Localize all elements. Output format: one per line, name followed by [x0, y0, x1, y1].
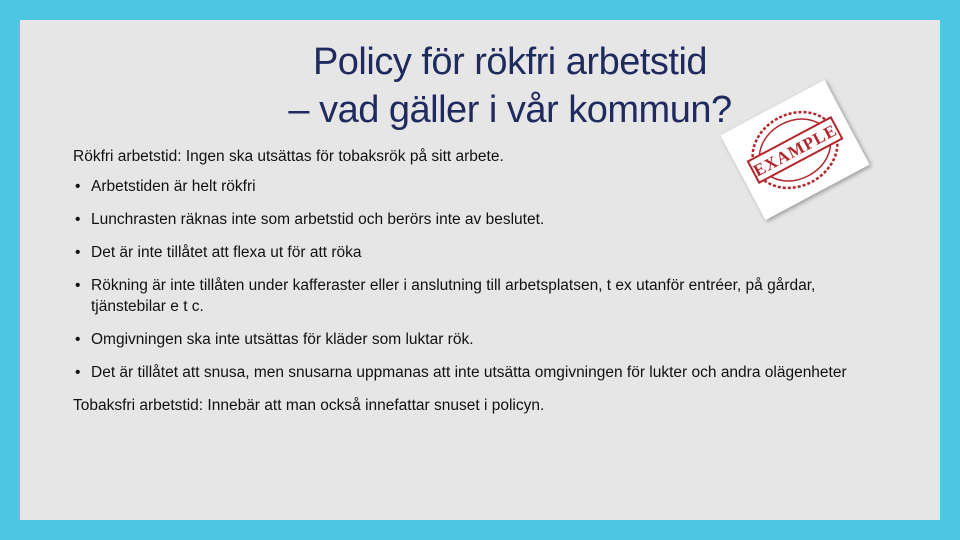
title-line-2: – vad gäller i vår kommun? — [288, 89, 732, 131]
content-body — [73, 146, 893, 425]
stamp-text: EXAMPLE — [750, 120, 841, 181]
definition-tobaccofree — [73, 395, 893, 416]
slide — [20, 20, 940, 520]
list-item — [73, 329, 893, 350]
title-line-1: Policy för rökfri arbetstid — [312, 41, 708, 83]
term-smokefree: Rökfri arbetstid: — [73, 148, 182, 165]
bullet-icon: • — [75, 178, 81, 195]
bullet-text: Det är tillåtet att snusa, men snusarna uppmanas att inte utsätta omgivningen för lukter och andra olägenheter — [91, 364, 847, 381]
bullet-icon: • — [75, 211, 81, 228]
bullet-text: Rökning är inte tillåten under kafferaster eller i anslutning till arbetsplatsen, t ex utanför entréer, på gårdar, tjänstebilar e t c. — [91, 277, 816, 315]
list-item — [73, 209, 893, 230]
list-item — [73, 362, 893, 383]
bullet-text: Omgivningen ska inte utsättas för kläder som luktar rök. — [91, 331, 474, 348]
list-item — [73, 176, 893, 197]
bullet-icon: • — [75, 364, 81, 381]
list-item — [73, 242, 893, 263]
bullet-icon: • — [75, 331, 81, 348]
bullet-icon: • — [75, 277, 81, 294]
list-item — [73, 275, 893, 317]
bullet-list — [73, 176, 893, 383]
bullet-icon: • — [75, 244, 81, 261]
slide-title — [200, 38, 820, 134]
definition-smokefree — [73, 146, 893, 167]
bullet-text: Arbetstiden är helt rökfri — [91, 178, 256, 195]
definition-tobaccofree-text: Innebär att man också innefattar snuset i policyn. — [203, 397, 545, 414]
bullet-text: Lunchrasten räknas inte som arbetstid och berörs inte av beslutet. — [91, 211, 545, 228]
bullet-text: Det är inte tillåtet att flexa ut för att röka — [91, 244, 362, 261]
term-tobaccofree: Tobaksfri arbetstid: — [73, 397, 204, 414]
definition-smokefree-text: Ingen ska utsättas för tobaksrök på sitt arbete. — [181, 148, 504, 165]
